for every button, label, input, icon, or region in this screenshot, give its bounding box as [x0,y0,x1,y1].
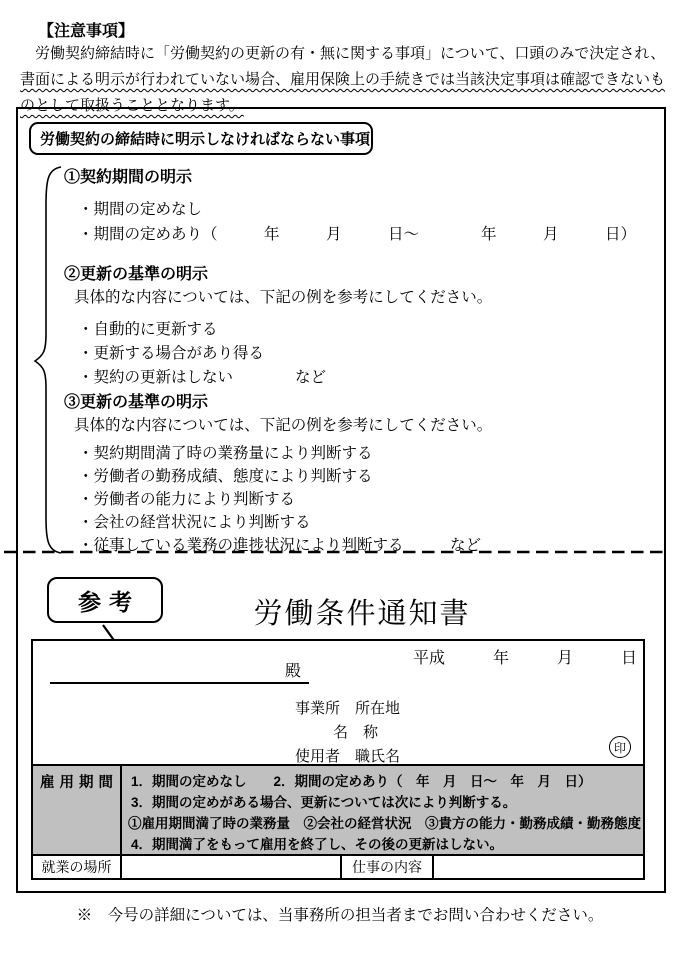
employment-period-content [122,766,643,854]
employment-period-line-1: 1．期間の定めなし 2．期間の定めあり（ 年 月 日～ 年 月 日） [131,774,592,789]
notice-title: 【注意事項】 [38,23,135,40]
workplace-label: 就業の場所 [33,856,122,878]
notification-form-table [31,639,645,880]
date-line: 平成 年 月 日 [412,650,637,667]
section-3-bullet-3: ・労働者の能力により判断する [78,491,296,508]
employer-signer-line: 使用者 職氏名 [295,748,401,765]
section-1-title: ①契約期間の明示 [64,169,193,186]
section-1-bullet-2: ・期間の定めあり（ 年 月 日～ 年 月 日） [78,226,637,243]
left-brace-icon [30,164,64,556]
employment-period-row [33,764,643,854]
section-renewal-criteria-2 [64,392,492,557]
workplace-row [33,854,643,878]
notice-line-3: のとして取扱うこととなります。 [20,98,244,114]
job-content-label: 仕事の内容 [342,856,434,878]
section-2-bullet-3: ・契約の更新はしない など [78,369,327,386]
section-contract-period [64,167,636,247]
required-items-heading: 労働契約の締結時に明示しなければならない事項 [29,122,373,155]
notice-section [20,18,664,119]
reference-label-box: 参考 [47,577,163,623]
section-3-bullet-4: ・会社の経営状況により判断する [78,514,311,531]
workplace-value-empty [122,856,342,878]
notice-line-1: 労働契約締結時に「労働契約の更新の有・無に関する事項」について、口頭のみで決定され、 [20,46,666,62]
job-content-value-empty [434,856,643,878]
section-1-bullet-1: ・期間の定めなし [78,201,203,218]
employer-address-line: 事業所 所在地 [295,700,401,717]
dashed-separator [4,550,665,554]
section-3-bullet-2: ・労働者の勤務成績、態度により判断する [78,468,373,485]
section-3-bullet-1: ・契約期間満了時の業務量により判断する [78,445,373,462]
addressee-underline: 殿 [50,657,309,684]
section-3-title: ③更新の基準の明示 [64,394,209,411]
section-3-note: 具体的な内容については、下記の例を参考にしてください。 [74,417,493,434]
section-2-note: 具体的な内容については、下記の例を参考にしてください。 [74,289,493,306]
footer-contact-note: ※ 今号の詳細については、当事務所の担当者までお問い合わせください。 [76,907,604,924]
employment-period-line-4: 4．期間満了をもって雇用を終了し、その後の更新はしない。 [131,837,504,852]
section-2-title: ②更新の基準の明示 [64,266,209,283]
section-2-bullet-1: ・自動的に更新する [78,321,218,338]
employment-period-label: 雇用期間 [33,766,122,854]
notice-line-2: 書面による明示が行われていない場合、雇用保険上の手続きでは当該決定事項は確認できないも [20,72,666,88]
section-2-bullet-2: ・更新する場合があり得る [78,345,265,362]
section-renewal-criteria-1 [64,264,492,390]
seal-stamp-icon: 印 [609,736,631,758]
employer-info [295,697,400,769]
document-title: 労働条件通知書 [253,598,471,630]
section-3-bullet-5: ・従事している業務の進捗状況により判断する など [78,537,482,554]
employer-name-line: 名 称 [333,724,379,741]
employment-period-line-2: 3．期間の定めがある場合、更新については次により判断する。 [131,795,517,810]
employment-period-line-3: ①雇用期間満了時の業務量 ②会社の経営状況 ③貴方の能力・勤務成績・勤務態度 [128,816,641,831]
form-header-block [33,641,643,764]
